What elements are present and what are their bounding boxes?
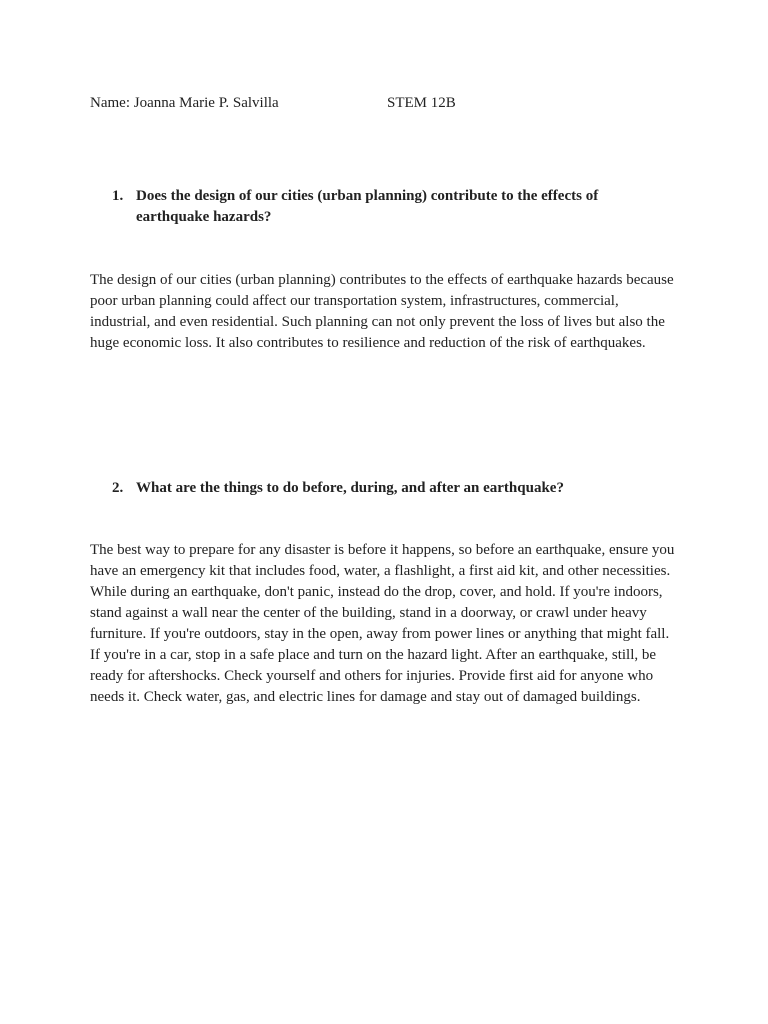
answer-1: The design of our cities (urban planning) contributes to the effects of earthquake hazards because poor urban planning could affect our transportation system, infrastructures, commercial, industrial, and even residential. Such planning can not only prevent the loss of lives but also the huge economic loss. It also contributes to resilience and reduction of the risk of earthquakes. xyxy=(90,272,674,351)
question-text: Does the design of our cities (urban planning) contribute to the effects of earthquake hazards? xyxy=(136,188,599,225)
answer-2: The best way to prepare for any disaster is before it happens, so before an earthquake, ensure you have an emergency kit that includes food, water, a flashlight, a first aid kit, and other necessities. While during an earthquake, don't panic, instead do the drop, cover, and hold. If you're indoors, stand against a wall near the center of the building, stand in a doorway, or crawl under heavy furniture. If you're outdoors, stay in the open, away from power lines or anything that might fall. If you're in a car, stop in a safe place and turn on the hazard light. After an earthquake, still, be ready for aftershocks. Check yourself and others for injuries. Provide first aid for anyone who needs it. Check water, gas, and electric lines for damage and stay out of damaged buildings. xyxy=(90,542,675,705)
question-text: What are the things to do before, during, and after an earthquake? xyxy=(136,480,564,496)
document-header xyxy=(90,93,456,113)
student-name: Name: Joanna Marie P. Salvilla xyxy=(90,95,279,111)
question-2 xyxy=(112,478,672,499)
class-section: STEM 12B xyxy=(387,95,456,111)
question-1 xyxy=(112,186,672,228)
question-number: 1. xyxy=(112,188,124,204)
question-number: 2. xyxy=(112,480,124,496)
